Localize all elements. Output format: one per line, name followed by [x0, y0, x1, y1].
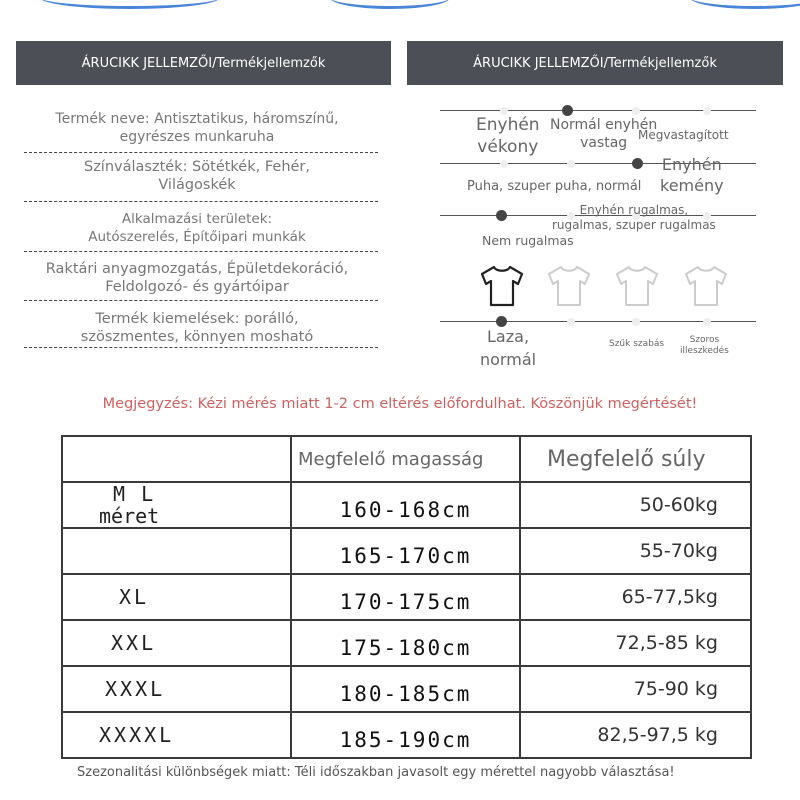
row-divider — [24, 347, 378, 348]
scale-marker-dot — [567, 318, 575, 326]
size-chart-table — [61, 435, 752, 759]
hardness-selected-dot — [632, 158, 643, 169]
header-weight: Megfelelő súly — [520, 436, 751, 482]
measurement-note: Megjegyzés: Kézi mérés miatt 1-2 cm eltérés előfordulhat. Köszönjük megértését! — [102, 396, 698, 412]
height-cell: 160-168cm — [291, 482, 520, 528]
elasticity-selected-dot — [496, 210, 507, 221]
table-row — [62, 528, 751, 574]
scale-marker-dot — [632, 318, 640, 326]
tshirt-icon — [478, 264, 526, 308]
scale-marker-dot — [632, 107, 640, 115]
table-header-row — [62, 436, 751, 482]
tshirt-icon — [682, 264, 730, 308]
header-size — [62, 436, 291, 482]
thickness-selected-dot — [562, 105, 573, 116]
height-cell: 170-175cm — [291, 574, 520, 620]
fit-option-loose: Laza, normál — [480, 327, 537, 369]
height-cell: 165-170cm — [291, 528, 520, 574]
product-name-row: Termék neve: Antisztatikus, háromszínű, egyrészes munkaruha — [55, 111, 339, 145]
table-row — [62, 574, 751, 620]
scale-marker-dot — [567, 160, 575, 168]
row-divider — [24, 300, 378, 301]
top-decoration-arc — [330, 0, 450, 9]
row-divider — [24, 251, 378, 252]
hardness-option-soft: Puha, szuper puha, normál — [467, 179, 642, 194]
color-options-row: Színválaszték: Sötétkék, Fehér, Világoskék — [83, 159, 310, 193]
weight-cell: 82,5-97,5 kg — [520, 712, 751, 758]
scale-marker-dot — [703, 107, 711, 115]
size-cell — [62, 528, 291, 574]
tshirt-icon — [545, 264, 593, 308]
row-divider — [24, 152, 378, 153]
highlights-row: Termék kiemelések: porálló, szöszmentes, könnyen mosható — [80, 311, 314, 345]
right-panel-header: ÁRUCIKK JELLEMZŐI/Termékjellemzők — [407, 41, 783, 85]
scale-marker-dot — [703, 318, 711, 326]
weight-cell: 65-77,5kg — [520, 574, 751, 620]
weight-cell: 55-70kg — [520, 528, 751, 574]
scale-marker-dot — [500, 160, 508, 168]
seasonal-footnote: Szezonalitási különbségek miatt: Téli időszakban javasolt egy mérettel nagyobb választása! — [77, 765, 675, 780]
height-cell: 185-190cm — [291, 712, 520, 758]
application-areas-row: Alkalmazási területek: Autószerelés, Építőipari munkák — [88, 211, 306, 245]
size-cell: XXXXL — [62, 712, 291, 758]
table-row — [62, 712, 751, 758]
table-row — [62, 620, 751, 666]
usage-row: Raktári anyagmozgatás, Épületdekoráció, Feldolgozó- és gyártóipar — [45, 261, 349, 295]
height-cell: 175-180cm — [291, 620, 520, 666]
size-cell: XXL — [62, 620, 291, 666]
thickness-option-thickened: Megvastagított — [638, 128, 729, 142]
table-row — [62, 482, 751, 528]
size-cell: XL — [62, 574, 291, 620]
tshirt-icon — [613, 264, 661, 308]
thickness-option-normal: Normál enyhén vastag — [550, 117, 658, 151]
size-cell: M L méret — [62, 482, 291, 528]
row-divider — [24, 201, 378, 202]
elasticity-option-slightly-elastic: Enyhén rugalmas, rugalmas, szuper rugalmas — [552, 203, 716, 232]
left-panel-header: ÁRUCIKK JELLEMZŐI/Termékjellemzők — [16, 41, 391, 85]
elasticity-option-not-elastic: Nem rugalmas — [482, 233, 574, 248]
fit-option-tight: Szoros illeszkedés — [680, 335, 729, 356]
hardness-option-slightly-hard: Enyhén kemény — [660, 155, 724, 195]
header-height: Megfelelő magasság — [291, 436, 520, 482]
top-decoration-arc — [690, 0, 800, 9]
weight-cell: 75-90 kg — [520, 666, 751, 712]
thickness-option-slightly-thin: Enyhén vékony — [476, 115, 540, 157]
size-cell: XXXL — [62, 666, 291, 712]
height-cell: 180-185cm — [291, 666, 520, 712]
weight-cell: 72,5-85 kg — [520, 620, 751, 666]
weight-cell: 50-60kg — [520, 482, 751, 528]
table-row — [62, 666, 751, 712]
top-decoration-arc — [40, 0, 220, 9]
fit-option-slim: Szűk szabás — [609, 339, 665, 349]
